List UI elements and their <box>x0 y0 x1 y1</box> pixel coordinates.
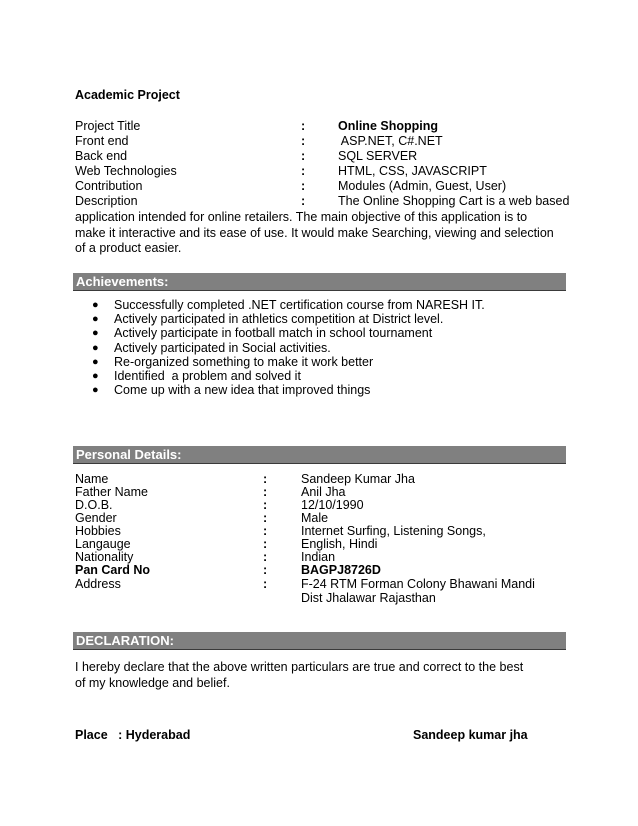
bullet-icon: ● <box>92 299 99 311</box>
row-label: Name <box>75 472 109 486</box>
list-item: ● Actively participated in athletics competition at District level. <box>92 312 444 327</box>
row-colon: : <box>301 134 306 148</box>
row-label: Contribution <box>75 179 143 193</box>
row-label: Langauge <box>75 537 131 551</box>
row-label: Project Title <box>75 119 141 133</box>
project-description-text: application intended for online retailers. The main objective of this application is to make it interactive and its ease of use. It would make Searching, viewing and selection of a product easier. <box>75 210 554 255</box>
list-item: ● Successfully completed .NET certification course from NARESH IT. <box>92 298 485 312</box>
row-value: HTML, CSS, JAVASCRIPT <box>338 164 487 178</box>
row-label: Description <box>75 194 138 208</box>
row-label: Gender <box>75 511 117 525</box>
bullet-icon: ● <box>92 327 99 340</box>
row-value: English, Hindi <box>301 537 378 551</box>
row-label: Front end <box>75 134 129 148</box>
academic-project-heading: Academic Project <box>75 88 180 102</box>
row-value: BAGPJ8726D <box>301 563 381 577</box>
row-colon: : <box>301 179 306 193</box>
row-value: Indian <box>301 550 336 564</box>
row-value: F-24 RTM Forman Colony Bhawani Mandi <box>301 577 535 591</box>
row-colon: : <box>301 149 306 163</box>
row-value: Online Shopping <box>338 119 438 133</box>
row-label: D.O.B. <box>75 498 113 512</box>
row-value: SQL SERVER <box>338 149 418 163</box>
achievements-section-header <box>73 273 566 291</box>
row-colon: : <box>263 524 268 538</box>
list-item: ● Identified a problem and solved it <box>92 368 301 383</box>
row-colon: : <box>263 537 268 551</box>
row-value: Internet Surfing, Listening Songs, <box>301 524 486 538</box>
bullet-icon: ● <box>92 341 99 354</box>
row-value: Dist Jhalawar Rajasthan <box>301 591 436 605</box>
signature-name: Sandeep kumar jha <box>413 728 528 742</box>
section-title: DECLARATION: <box>76 633 174 648</box>
declaration-text: I hereby declare that the above written particulars are true and correct to the best of my knowledge and belief. <box>75 660 524 690</box>
row-label: Address <box>75 577 121 591</box>
list-item: ● Re-organized something to make it work better <box>92 354 374 369</box>
row-label: Father Name <box>75 485 148 499</box>
row-colon: : <box>263 472 268 486</box>
row-colon: : <box>301 119 306 133</box>
declaration-section-header <box>73 632 566 650</box>
row-value: Sandeep Kumar Jha <box>301 472 415 486</box>
row-label: Nationality <box>75 550 134 564</box>
row-value: Modules (Admin, Guest, User) <box>338 179 507 193</box>
row-value: 12/10/1990 <box>301 498 364 512</box>
list-item: ● Actively participate in football match in school tournament <box>92 326 433 341</box>
row-label: Pan Card No <box>75 563 151 577</box>
row-colon: : <box>263 485 268 499</box>
bullet-icon: ● <box>92 369 99 382</box>
row-label: Back end <box>75 149 128 163</box>
row-value: Male <box>301 511 329 525</box>
row-colon: : <box>263 498 268 512</box>
row-colon: : <box>263 577 268 591</box>
list-item: ● Actively participated in Social activities. <box>92 340 331 355</box>
bullet-icon: ● <box>92 355 99 368</box>
achievements-list <box>92 298 485 397</box>
row-label: Web Technologies <box>75 164 177 178</box>
place-label: Place : Hyderabad <box>75 728 191 742</box>
list-item: ● Come up with a new idea that improved things <box>92 383 371 398</box>
section-title: Personal Details: <box>76 447 182 462</box>
bullet-icon: ● <box>92 313 99 326</box>
bullet-icon: ● <box>92 384 99 397</box>
row-value: The Online Shopping Cart is a web based <box>338 194 570 208</box>
row-colon: : <box>263 511 268 525</box>
row-label: Hobbies <box>75 524 121 538</box>
row-colon: : <box>263 550 268 564</box>
row-value: ASP.NET, C#.NET <box>338 134 443 148</box>
row-colon: : <box>301 194 306 208</box>
row-value: Anil Jha <box>301 485 346 499</box>
section-title: Achievements: <box>76 274 169 289</box>
row-colon: : <box>263 563 268 577</box>
personal-details-section-header <box>73 446 566 464</box>
row-colon: : <box>301 164 306 178</box>
